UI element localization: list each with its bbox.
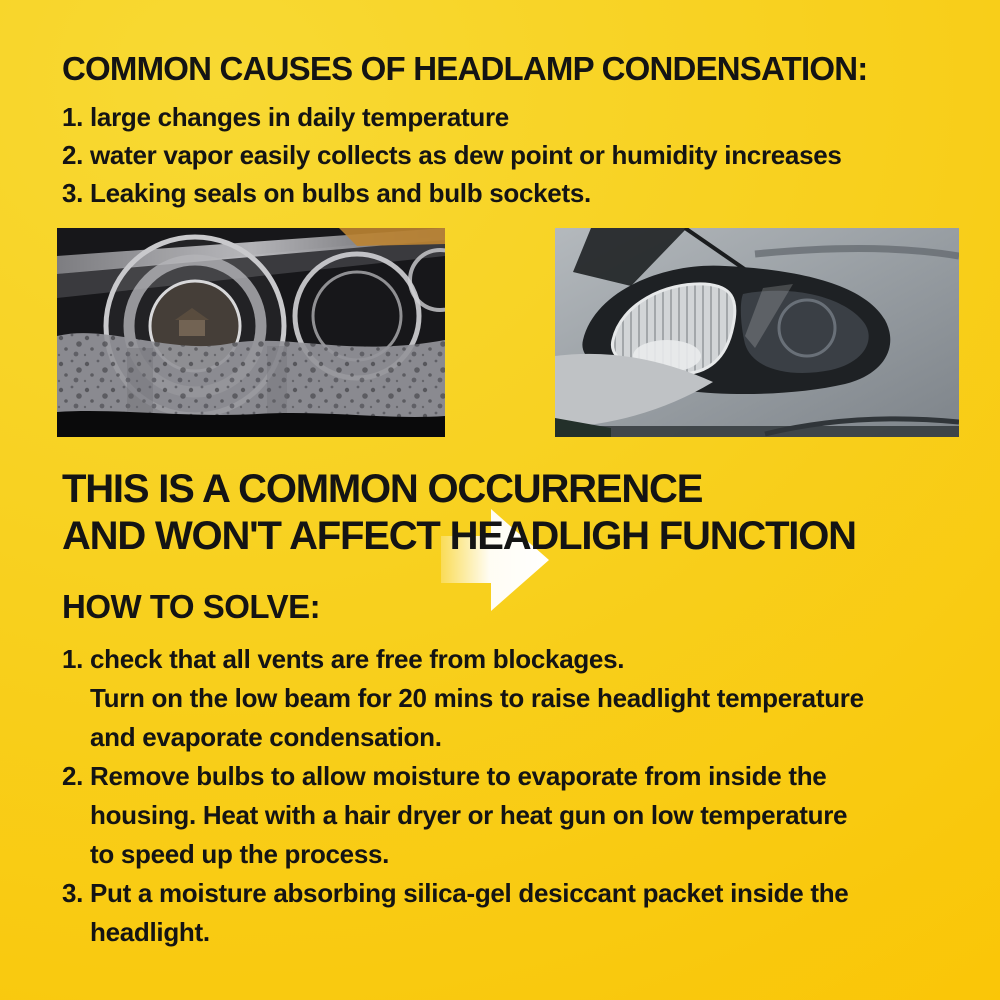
- list-text: Leaking seals on bulbs and bulb sockets.: [90, 178, 591, 208]
- causes-list: [62, 98, 962, 212]
- list-line: Put a moisture absorbing silica-gel desiccant packet inside the: [90, 878, 849, 908]
- list-line: and evaporate condensation.: [90, 722, 442, 752]
- list-text: [90, 874, 848, 952]
- list-text: [90, 757, 847, 874]
- list-number: 1.: [62, 102, 84, 132]
- solve-list: [62, 640, 962, 952]
- list-item: [62, 757, 962, 874]
- list-item: [62, 640, 962, 757]
- before-after-comparison: [0, 228, 1000, 438]
- list-number: 2.: [62, 140, 84, 170]
- list-number: 3.: [62, 178, 84, 208]
- foggy-headlight-photo: [57, 228, 445, 437]
- solve-title: HOW TO SOLVE:: [62, 588, 321, 625]
- list-number: 3.: [62, 878, 84, 908]
- list-line: check that all vents are free from blockages.: [90, 644, 625, 674]
- list-number: 1.: [62, 644, 84, 674]
- list-line: housing. Heat with a hair dryer or heat gun on low temperature: [90, 800, 848, 830]
- list-text: [90, 640, 864, 757]
- list-text: large changes in daily temperature: [90, 102, 509, 132]
- statement-line-1: THIS IS A COMMON OCCURRENCE: [62, 467, 703, 511]
- statement-heading: [62, 466, 856, 560]
- list-item: [62, 98, 962, 136]
- list-item: [62, 874, 962, 952]
- list-line: headlight.: [90, 917, 210, 947]
- list-item: [62, 174, 962, 212]
- list-line: Turn on the low beam for 20 mins to raise headlight temperature: [90, 683, 864, 713]
- list-line: Remove bulbs to allow moisture to evaporate from inside the: [90, 761, 827, 791]
- causes-title: COMMON CAUSES OF HEADLAMP CONDENSATION:: [62, 50, 868, 87]
- statement-line-2: AND WON'T AFFECT HEADLIGH FUNCTION: [62, 514, 856, 558]
- list-text: water vapor easily collects as dew point or humidity increases: [90, 140, 842, 170]
- clear-headlight-photo: [555, 228, 959, 437]
- list-item: [62, 136, 962, 174]
- list-line: to speed up the process.: [90, 839, 390, 869]
- list-number: 2.: [62, 761, 84, 791]
